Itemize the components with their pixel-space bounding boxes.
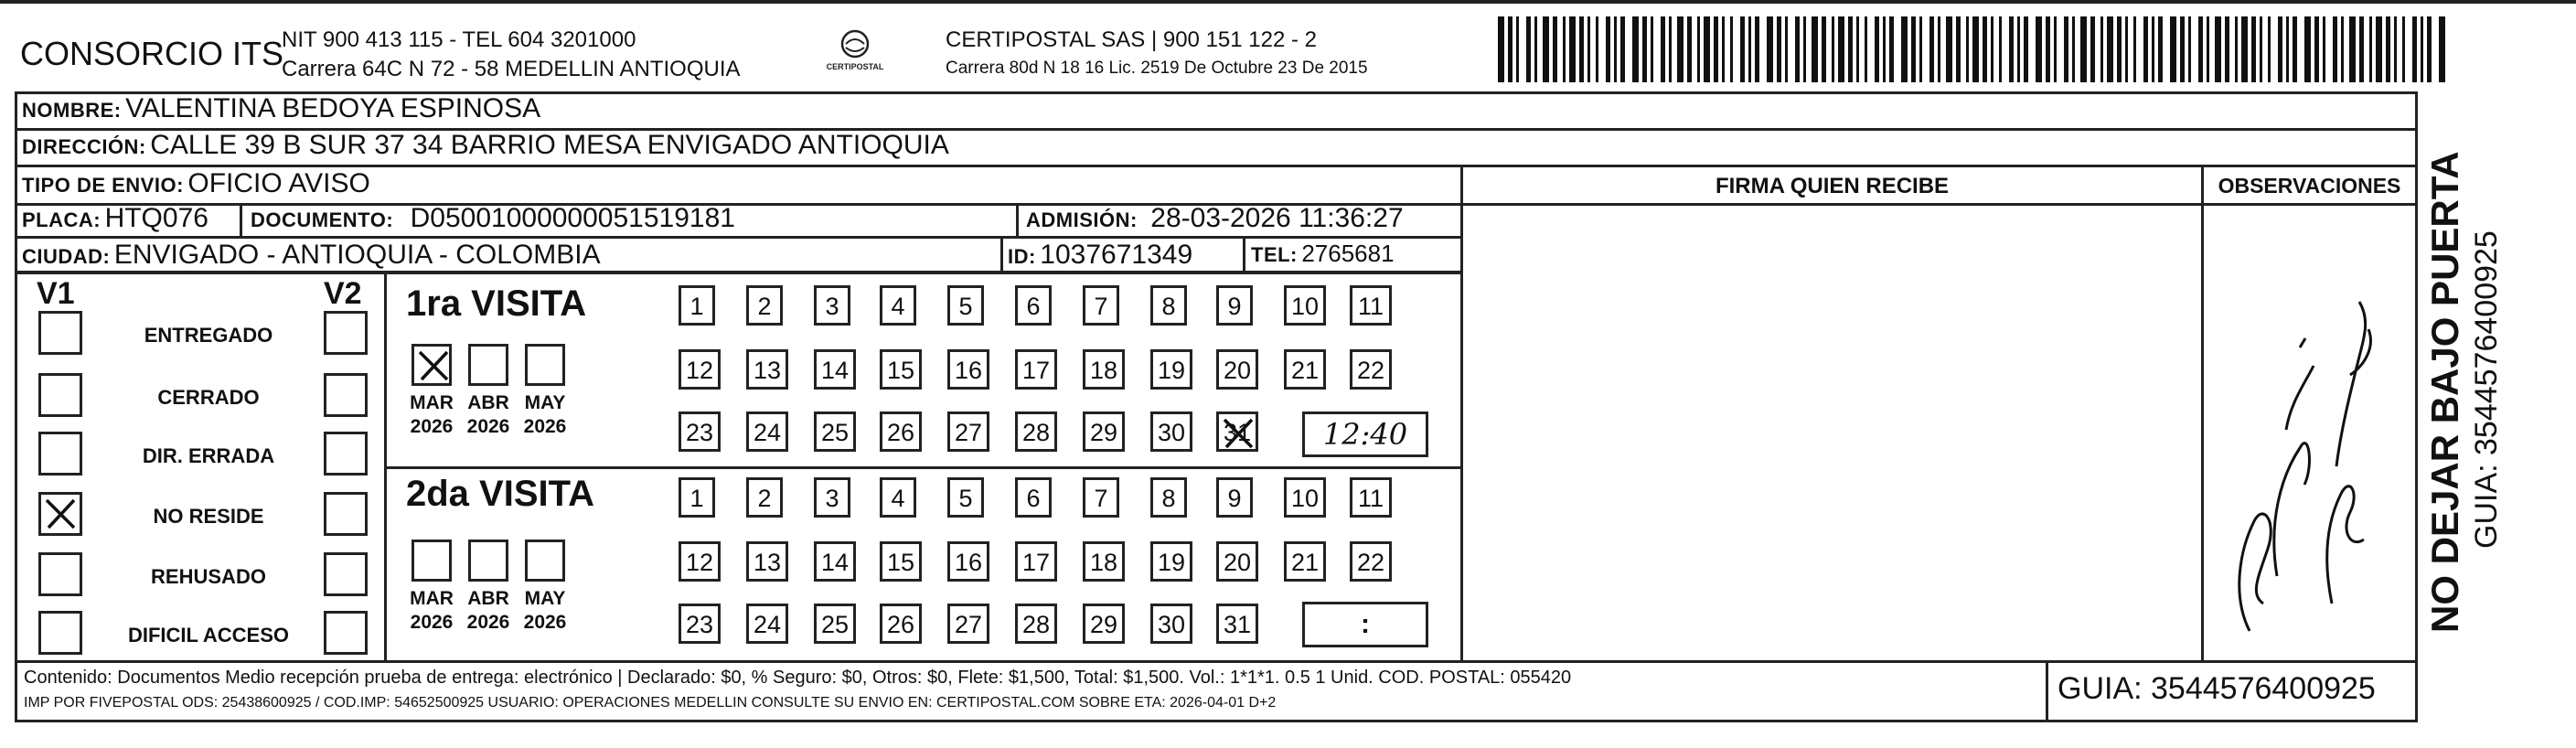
first-day-1[interactable] xyxy=(679,285,715,326)
second-day-1[interactable] xyxy=(679,477,715,518)
second-day-22[interactable] xyxy=(1350,541,1392,582)
day-number: 14 xyxy=(820,357,850,384)
direccion-label: DIRECCIÓN: xyxy=(22,135,146,158)
direccion-value: CALLE 39 B SUR 37 34 BARRIO MESA ENVIGADO ANTIOQUIA xyxy=(150,130,949,160)
day-number: 27 xyxy=(954,611,983,638)
day-number: 3 xyxy=(825,485,839,512)
first-day-21[interactable] xyxy=(1284,349,1326,390)
footer-contents: Contenido: Documentos Medio recepción prueba de entrega: electrónico | Declarado: $0, % Seguro: $0, Otros: $0, Flete: $1,500, Total: $1,500. Vol.: 1*1*1. 0.5 1 Unid. COD. POSTAL: 055420 xyxy=(24,668,1572,688)
tipo-value: OFICIO AVISO xyxy=(187,168,370,198)
carrier-license: Carrera 80d N 18 16 Lic. 2519 De Octubre 23 De 2015 xyxy=(946,59,1368,78)
day-number: 27 xyxy=(954,419,983,446)
day-number: 20 xyxy=(1223,549,1252,576)
documento-cell xyxy=(251,203,735,234)
v2-checkbox-2[interactable] xyxy=(324,373,368,417)
certipostal-logo xyxy=(805,27,905,79)
day-number: 22 xyxy=(1356,357,1385,384)
v1-checkbox-1[interactable] xyxy=(38,311,82,355)
first-day-28[interactable] xyxy=(1015,411,1057,452)
tel-label: TEL: xyxy=(1251,243,1298,266)
day-number: 4 xyxy=(891,293,905,320)
day-number: 31 xyxy=(1223,419,1252,446)
id-label: ID: xyxy=(1008,245,1036,268)
first-visit-time: 12:40 xyxy=(1322,417,1408,452)
first-day-24[interactable] xyxy=(746,411,788,452)
company-name: CONSORCIO ITS xyxy=(20,35,284,72)
second-day-5[interactable] xyxy=(947,477,984,518)
second-visit-time: : xyxy=(1361,609,1370,639)
day-number: 13 xyxy=(753,357,782,384)
second-month-checkbox-may[interactable] xyxy=(525,540,565,582)
v1-checkbox-2[interactable] xyxy=(38,373,82,417)
day-number: 22 xyxy=(1356,549,1385,576)
v1-checkbox-3[interactable] xyxy=(38,432,82,476)
second-day-26[interactable] xyxy=(880,604,922,644)
second-day-30[interactable] xyxy=(1150,604,1192,644)
second-day-4[interactable] xyxy=(880,477,916,518)
side-guia: GUIA: 3544576400925 xyxy=(2469,230,2504,549)
day-number: 7 xyxy=(1094,293,1108,320)
day-number: 12 xyxy=(685,549,714,576)
documento-value: D05001000000051519181 xyxy=(410,203,735,233)
month-year: 2026 xyxy=(410,416,454,437)
first-month-checkbox-abr[interactable] xyxy=(468,344,508,386)
day-number: 30 xyxy=(1157,419,1186,446)
day-number: 8 xyxy=(1161,293,1176,320)
second-day-31[interactable] xyxy=(1216,604,1258,644)
second-day-3[interactable] xyxy=(814,477,850,518)
first-month-label xyxy=(402,391,461,439)
second-month-label xyxy=(516,587,574,635)
day-number: 19 xyxy=(1157,357,1186,384)
month-name: MAY xyxy=(524,392,566,413)
tipo-row xyxy=(22,168,370,199)
second-day-7[interactable] xyxy=(1083,477,1119,518)
day-number: 30 xyxy=(1157,611,1186,638)
day-number: 29 xyxy=(1089,419,1118,446)
reason-label: DIFICIL ACCESO xyxy=(127,624,289,646)
v1-checkbox-6[interactable] xyxy=(38,611,82,655)
second-month-checkbox-mar[interactable] xyxy=(412,540,452,582)
first-day-6[interactable] xyxy=(1015,285,1052,326)
direccion-row xyxy=(22,130,949,161)
first-day-27[interactable] xyxy=(947,411,989,452)
day-number: 11 xyxy=(1357,485,1384,512)
first-day-19[interactable] xyxy=(1150,349,1192,390)
day-number: 17 xyxy=(1021,357,1051,384)
admision-cell xyxy=(1026,203,1404,234)
second-month-checkbox-abr[interactable] xyxy=(468,540,508,582)
day-number: 1 xyxy=(689,293,704,320)
svg-text:CERTIPOSTAL: CERTIPOSTAL xyxy=(826,62,884,71)
first-day-25[interactable] xyxy=(814,411,856,452)
day-number: 26 xyxy=(886,419,915,446)
day-number: 15 xyxy=(886,549,915,576)
company-address: Carrera 64C N 72 - 58 MEDELLIN ANTIOQUIA xyxy=(282,57,741,81)
documento-label: DOCUMENTO: xyxy=(251,208,394,231)
second-visit-title: 2da VISITA xyxy=(406,474,594,514)
second-day-29[interactable] xyxy=(1083,604,1125,644)
first-day-26[interactable] xyxy=(880,411,922,452)
first-day-29[interactable] xyxy=(1083,411,1125,452)
ciudad-cell xyxy=(22,240,601,271)
second-day-6[interactable] xyxy=(1015,477,1052,518)
first-day-15[interactable] xyxy=(880,349,922,390)
day-number: 26 xyxy=(886,611,915,638)
first-month-label xyxy=(459,391,518,439)
id-value: 1037671349 xyxy=(1040,240,1193,270)
second-day-18[interactable] xyxy=(1083,541,1125,582)
month-year: 2026 xyxy=(410,612,454,633)
day-number: 28 xyxy=(1021,611,1051,638)
ciudad-label: CIUDAD: xyxy=(22,245,111,268)
second-day-12[interactable] xyxy=(679,541,721,582)
day-number: 28 xyxy=(1021,419,1051,446)
month-name: MAR xyxy=(410,392,454,413)
day-number: 2 xyxy=(757,293,772,320)
day-number: 5 xyxy=(958,293,973,320)
first-visit-title: 1ra VISITA xyxy=(406,283,587,324)
day-number: 3 xyxy=(825,293,839,320)
v2-checkbox-5[interactable] xyxy=(324,552,368,596)
day-number: 11 xyxy=(1357,293,1384,320)
v2-checkbox-4[interactable] xyxy=(324,492,368,536)
v1-header: V1 xyxy=(37,276,75,311)
second-day-24[interactable] xyxy=(746,604,788,644)
first-day-16[interactable] xyxy=(947,349,989,390)
nombre-value: VALENTINA BEDOYA ESPINOSA xyxy=(125,93,541,123)
day-number: 21 xyxy=(1290,549,1320,576)
first-day-7[interactable] xyxy=(1083,285,1119,326)
month-year: 2026 xyxy=(466,612,510,633)
day-number: 5 xyxy=(958,485,973,512)
second-visit-time-box[interactable] xyxy=(1302,602,1428,647)
v1-checkbox-5[interactable] xyxy=(38,552,82,596)
v2-checkbox-3[interactable] xyxy=(324,432,368,476)
day-number: 14 xyxy=(820,549,850,576)
first-day-3[interactable] xyxy=(814,285,850,326)
day-number: 21 xyxy=(1290,357,1320,384)
day-number: 31 xyxy=(1223,611,1252,638)
day-number: 29 xyxy=(1089,611,1118,638)
second-day-15[interactable] xyxy=(880,541,922,582)
month-year: 2026 xyxy=(523,612,567,633)
second-day-9[interactable] xyxy=(1216,477,1253,518)
second-day-2[interactable] xyxy=(746,477,783,518)
day-number: 16 xyxy=(954,357,983,384)
second-day-19[interactable] xyxy=(1150,541,1192,582)
day-number: 12 xyxy=(685,357,714,384)
day-number: 6 xyxy=(1026,293,1041,320)
first-day-23[interactable] xyxy=(679,411,721,452)
month-name: MAR xyxy=(410,588,454,609)
first-month-checkbox-mar[interactable] xyxy=(412,344,452,386)
carrier-name: CERTIPOSTAL SAS | 900 151 122 - 2 xyxy=(946,27,1317,52)
recipient-signature xyxy=(2213,247,2396,649)
second-day-21[interactable] xyxy=(1284,541,1326,582)
reason-label: NO RESIDE xyxy=(153,505,264,528)
placa-label: PLACA: xyxy=(22,208,102,231)
admision-value: 28-03-2026 11:36:27 xyxy=(1150,203,1404,233)
reason-label: REHUSADO xyxy=(151,565,266,588)
day-number: 4 xyxy=(891,485,905,512)
day-number: 2 xyxy=(757,485,772,512)
firma-header: FIRMA QUIEN RECIBE xyxy=(1715,174,1950,198)
first-day-17[interactable] xyxy=(1015,349,1057,390)
v1-checkbox-4[interactable] xyxy=(38,492,82,536)
day-number: 25 xyxy=(820,611,850,638)
day-number: 9 xyxy=(1227,293,1242,320)
first-month-checkbox-may[interactable] xyxy=(525,344,565,386)
day-number: 10 xyxy=(1290,485,1320,512)
first-day-22[interactable] xyxy=(1350,349,1392,390)
day-number: 18 xyxy=(1089,357,1118,384)
second-day-10[interactable] xyxy=(1284,477,1326,518)
first-day-5[interactable] xyxy=(947,285,984,326)
first-day-11[interactable] xyxy=(1350,285,1392,326)
second-day-8[interactable] xyxy=(1150,477,1187,518)
first-day-31[interactable] xyxy=(1216,411,1258,452)
day-number: 25 xyxy=(820,419,850,446)
first-day-20[interactable] xyxy=(1216,349,1258,390)
first-day-4[interactable] xyxy=(880,285,916,326)
day-number: 23 xyxy=(685,419,714,446)
day-number: 24 xyxy=(753,419,782,446)
footer-guia: GUIA: 3544576400925 xyxy=(2058,671,2376,706)
first-day-12[interactable] xyxy=(679,349,721,390)
month-name: ABR xyxy=(467,392,509,413)
v2-checkbox-1[interactable] xyxy=(324,311,368,355)
second-day-20[interactable] xyxy=(1216,541,1258,582)
second-day-14[interactable] xyxy=(814,541,856,582)
tipo-label: TIPO DE ENVIO: xyxy=(22,174,184,197)
first-day-2[interactable] xyxy=(746,285,783,326)
ciudad-value: ENVIGADO - ANTIOQUIA - COLOMBIA xyxy=(113,240,601,270)
id-cell xyxy=(1008,240,1192,271)
month-name: MAY xyxy=(524,588,566,609)
day-number: 16 xyxy=(954,549,983,576)
day-number: 10 xyxy=(1290,293,1320,320)
first-day-8[interactable] xyxy=(1150,285,1187,326)
second-day-27[interactable] xyxy=(947,604,989,644)
month-year: 2026 xyxy=(466,416,510,437)
second-day-17[interactable] xyxy=(1015,541,1057,582)
tel-value: 2765681 xyxy=(1301,240,1395,267)
observaciones-header: OBSERVACIONES xyxy=(2218,174,2401,198)
nombre-label: NOMBRE: xyxy=(22,99,122,122)
day-number: 15 xyxy=(886,357,915,384)
day-number: 17 xyxy=(1021,549,1051,576)
first-day-10[interactable] xyxy=(1284,285,1326,326)
day-number: 23 xyxy=(685,611,714,638)
month-year: 2026 xyxy=(523,416,567,437)
second-day-25[interactable] xyxy=(814,604,856,644)
second-day-28[interactable] xyxy=(1015,604,1057,644)
side-warning: NO DEJAR BAJO PUERTA xyxy=(2423,151,2466,633)
day-number: 6 xyxy=(1026,485,1041,512)
company-nit: NIT 900 413 115 - TEL 604 3201000 xyxy=(282,27,636,52)
second-month-label xyxy=(459,587,518,635)
reason-label: ENTREGADO xyxy=(144,324,273,347)
reason-label: CERRADO xyxy=(157,386,260,409)
placa-cell xyxy=(22,203,208,234)
admision-label: ADMISIÓN: xyxy=(1026,208,1138,231)
second-day-13[interactable] xyxy=(746,541,788,582)
day-number: 9 xyxy=(1227,485,1242,512)
day-number: 13 xyxy=(753,549,782,576)
day-number: 1 xyxy=(689,485,704,512)
first-day-9[interactable] xyxy=(1216,285,1253,326)
day-number: 7 xyxy=(1094,485,1108,512)
second-month-label xyxy=(402,587,461,635)
day-number: 18 xyxy=(1089,549,1118,576)
first-day-30[interactable] xyxy=(1150,411,1192,452)
second-day-23[interactable] xyxy=(679,604,721,644)
day-number: 19 xyxy=(1157,549,1186,576)
second-day-16[interactable] xyxy=(947,541,989,582)
second-day-11[interactable] xyxy=(1350,477,1392,518)
day-number: 20 xyxy=(1223,357,1252,384)
first-day-18[interactable] xyxy=(1083,349,1125,390)
v2-header: V2 xyxy=(324,276,362,311)
day-number: 24 xyxy=(753,611,782,638)
first-month-label xyxy=(516,391,574,439)
day-number: 8 xyxy=(1161,485,1176,512)
month-name: ABR xyxy=(467,588,509,609)
v2-checkbox-6[interactable] xyxy=(324,611,368,655)
first-day-13[interactable] xyxy=(746,349,788,390)
first-visit-time-box[interactable] xyxy=(1302,411,1428,457)
first-day-14[interactable] xyxy=(814,349,856,390)
placa-value: HTQ076 xyxy=(104,203,208,233)
footer-print-info: IMP POR FIVEPOSTAL ODS: 25438600925 / COD.IMP: 54652500925 USUARIO: OPERACIONES MEDELLIN CONSULTE SU ENVIO EN: CERTIPOSTAL.COM SOBRE ETA: 2026-04-01 D+2 xyxy=(24,695,1277,711)
reason-label: DIR. ERRADA xyxy=(142,444,275,467)
tel-cell xyxy=(1251,240,1395,268)
barcode xyxy=(1498,16,2449,82)
nombre-row xyxy=(22,93,540,124)
